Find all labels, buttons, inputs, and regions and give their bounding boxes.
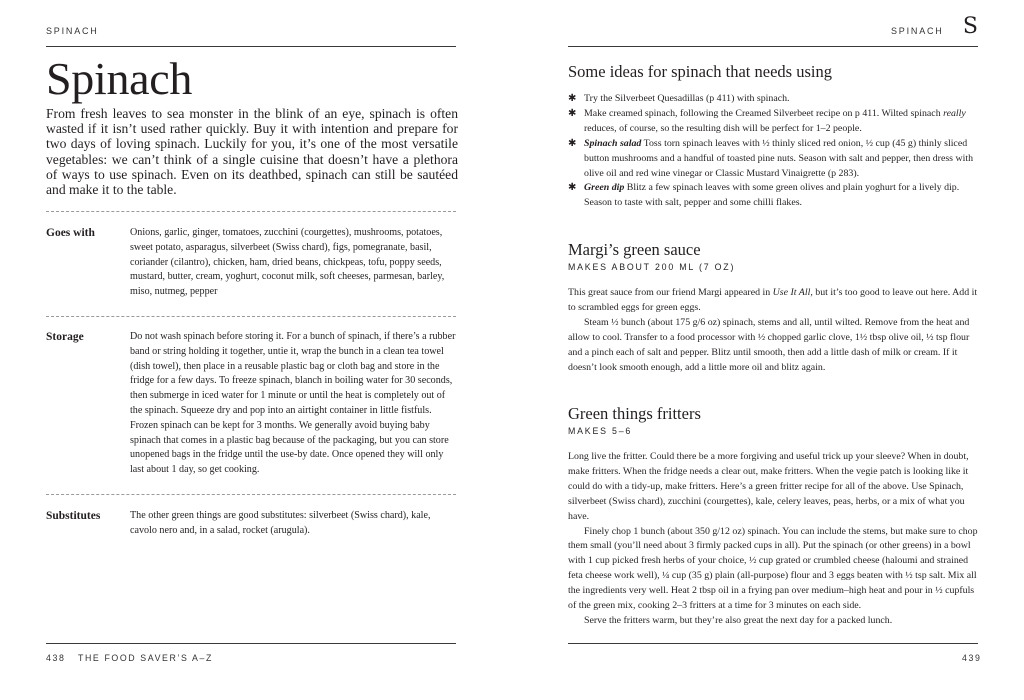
substitutes-label: Substitutes [46,510,101,522]
recipe-intro: Long live the fritter. Could there be a more forgiving and useful trick up your sleeve? When in doubt, make fritters. When the fridge needs a clear out, make fritters. When the vegie patch is looking like it could do with a tidy-up, make fritters. Here’s a green fritter recipe for all of the above. Use Spinach, silverbeet (Swiss chard), zucchini (courgettes), kale, celery leaves, peas, herbs, or a mix of what you have. [568,451,969,522]
asterisk-icon: ✱ [568,137,577,149]
list-item: ✱ Try the Silverbeet Quesadillas (p 411) with spinach. [568,92,978,107]
intro-paragraph: From fresh leaves to sea monster in the blink of an eye, spinach is often wasted if it isn’t used rather quickly. Buy it with intention and prepare for two days of loving spinach. Luckily for you, it’s one of the most versatile vegetables: we can’t think of a single cuisine that doesn’t have a plethora of ways to use spinach. Even on its deathbed, spinach can still be sautéed and make it to the table. [46,106,458,198]
header-rule [46,46,456,47]
page-title: Spinach [46,53,193,104]
recipe-intro: This great sauce from our friend Margi appeared in Use It All, but it’s too good to leave out here. Add it to scrambled eggs for green eggs. [568,287,978,313]
running-head: SPINACH [46,26,99,36]
recipe-title: Margi’s green sauce [568,240,701,259]
book-title: THE FOOD SAVER’S A–Z [78,653,213,663]
right-page [512,0,1024,700]
asterisk-icon: ✱ [568,182,577,194]
footer-rule [46,643,456,644]
section-divider [46,316,456,317]
asterisk-icon: ✱ [568,93,577,104]
recipe-yield: MAKES 5–6 [568,426,633,436]
recipe-method: Steam ½ bunch (about 175 g/6 oz) spinach, stems and all, until wilted. Remove from the heat and allow to cool. Transfer to a food processor with ½ chopped garlic clove, 1½ tbsp olive oil, ½ tsp flour and a pinch each of salt and pepper. Blitz until smooth, then add a little dash of milk or cream. If it doesn’t look smooth enough, add a little more oil and blitz again. [568,316,970,373]
list-item: ✱ Green dip Blitz a few spinach leaves with some green olives and plain yoghurt for a lively dip. Season to taste with salt, pepper and some chilli flakes. [568,182,960,209]
recipe-title: Green things fritters [568,404,701,423]
list-item: ✱ Spinach salad Toss torn spinach leaves with ½ thinly sliced red onion, ½ cup (45 g) thinly sliced button mushrooms and a handful of toasted pine nuts. Season with salt and pepper, then dress with olive oil and red wine vinegar or Classic Mustard Vinaigrette (p 283). [568,137,974,179]
footer-rule [568,643,978,644]
header-rule [568,46,978,47]
storage-text: Do not wash spinach before storing it. For a bunch of spinach, if there’s a rubber band or string holding it together, untie it, wrap the bunch in a clean tea towel (dish towel), then place in a reusable plastic bag or cloth bag and store in the fridge for a few days. To freeze spinach, blanch in boiling water for 30 seconds, then submerge in iced water for 1 minute or until the heat is completely out of the spinach. Squeeze dry and pop into an airtight container in little fistfuls. Frozen spinach can be kept for 3 months. We generally avoid buying baby spinach that comes in a plastic bag because of the packaging, but you can store unopened bags in the fridge until the use-by date. Once opened they will only last about 1 day, so get cooking. [130,331,456,476]
recipe-method: Finely chop 1 bunch (about 350 g/12 oz) spinach. You can include the stems, but make sure to chop them small (you’ll need about 3 firmly packed cups in all). Put the spinach (or other greens) in a bowl with 1 cup picked fresh herbs of your choice, ½ cup grated or crumbled cheese (haloumi and strained feta cheese work well), ¼ cup (35 g) plain (all-purpose) flour and 3 eggs beaten with ½ tsp salt. Mix all the ingredients very well. Heat 2 tbsp oil in a frying pan over medium–high heat and pour in ½ cupfuls of the green mix, cooking 2–3 fritters at a time for 3 minutes on each side. [568,525,978,612]
recipe-body [568,450,978,629]
substitutes-text: The other green things are good substitutes: silverbeet (Swiss chard), kale, cavolo nero and, in a salad, rocket (arugula). [130,510,431,536]
section-divider [46,211,456,212]
recipe-serving: Serve the fritters warm, but they’re also great the next day for a packed lunch. [584,614,893,626]
idea-lead: Spinach salad [584,137,642,149]
goes-with-label: Goes with [46,227,95,239]
page-number: 438 [46,653,66,663]
section-letter: S [962,14,978,39]
ideas-heading: Some ideas for spinach that needs using [568,62,832,81]
page-number: 439 [962,653,982,663]
running-head: SPINACH [891,26,944,36]
asterisk-icon: ✱ [568,107,577,119]
section-divider [46,494,456,495]
storage-label: Storage [46,331,84,343]
goes-with-text: Onions, garlic, ginger, tomatoes, zucchini (courgettes), mushrooms, potatoes, sweet potato, asparagus, silverbeet (Swiss chard), figs, pomegranate, basil, coriander (cilantro), chicken, ham, dried beans, chickpeas, tofu, poppy seeds, mustard, butter, cream, yoghurt, coconut milk, soft cheeses, parmesan, barley, miso, nutmeg, pepper [130,227,445,298]
recipe-yield: MAKES ABOUT 200 ML (7 OZ) [568,262,736,272]
recipe-body [568,286,978,375]
ideas-list [568,92,978,211]
list-item: ✱ Make creamed spinach, following the Creamed Silverbeet recipe on p 411. Wilted spinach really reduces, of course, so the resulting dish will be perfect for 1–2 people. [568,107,966,134]
idea-lead: Green dip [584,182,625,194]
